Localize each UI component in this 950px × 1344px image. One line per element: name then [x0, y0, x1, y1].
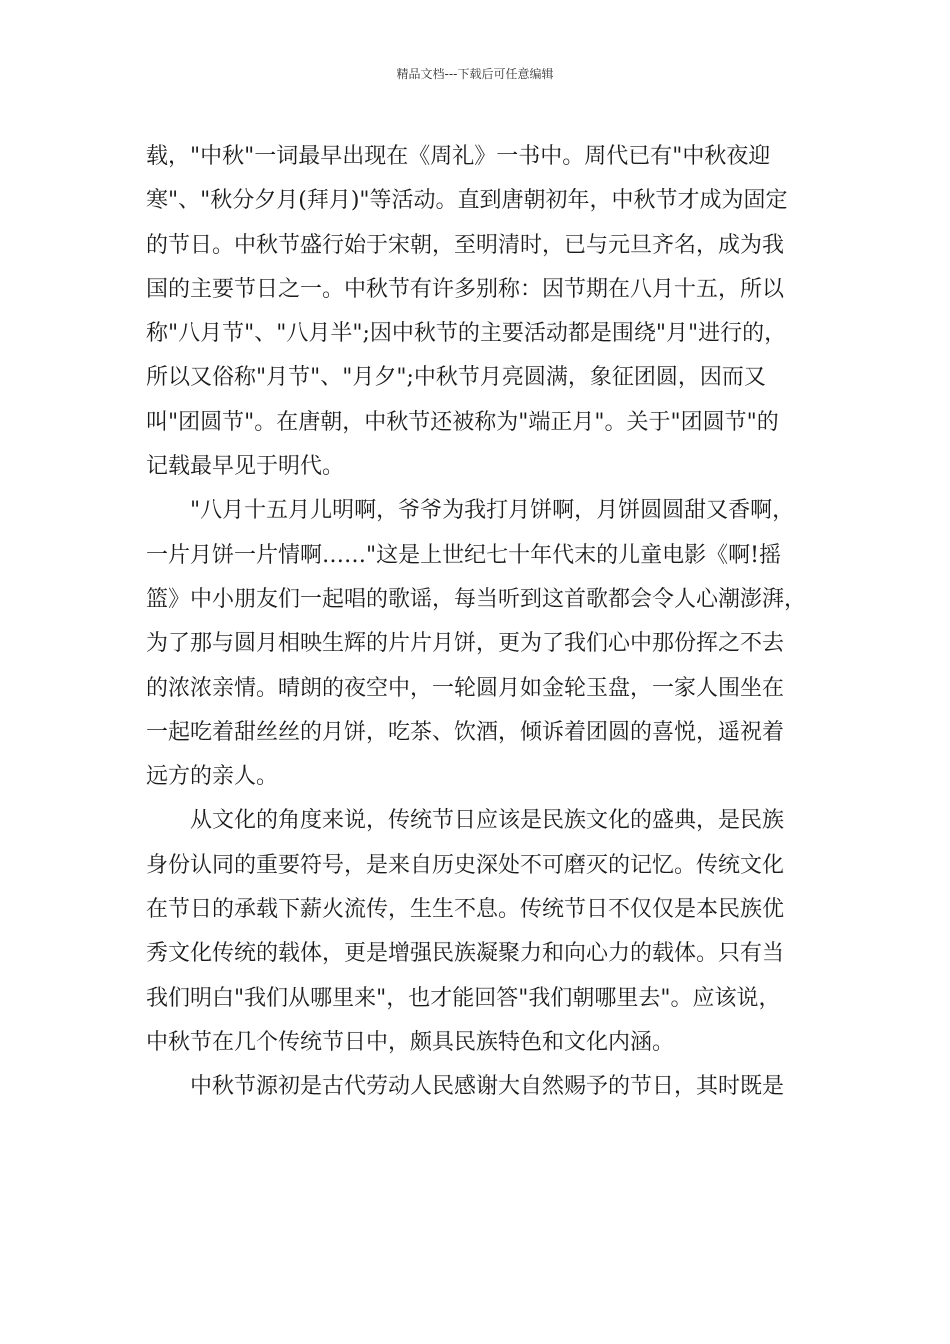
- text-line: 篮》中小朋友们一起唱的歌谣，每当听到这首歌都会令人心潮澎湃，: [146, 586, 807, 612]
- paragraph: [146, 135, 818, 489]
- text-line: 的浓浓亲情。晴朗的夜空中，一轮圆月如金轮玉盘，一家人围坐在: [146, 675, 785, 701]
- text-line: 中秋节在几个传统节日中，颇具民族特色和文化内涵。: [146, 1029, 675, 1055]
- text-line: "八月十五月儿明啊，爷爷为我打月饼啊，月饼圆圆甜又香啊，: [190, 498, 795, 524]
- text-line: 寒"、"秋分夕月(拜月)"等活动。直到唐朝初年，中秋节才成为固定: [146, 188, 788, 214]
- text-line: 远方的亲人。: [146, 764, 279, 790]
- text-line: 中秋节源初是古代劳动人民感谢大自然赐予的节日，其时既是: [190, 1074, 785, 1100]
- document-body: [146, 135, 818, 1110]
- text-line: 身份认同的重要符号，是来自历史深处不可磨灭的记忆。传统文化: [146, 852, 785, 878]
- text-line: 载，"中秋"一词最早出现在《周礼》一书中。周代已有"中秋夜迎: [146, 144, 771, 169]
- paragraph: [146, 799, 818, 1065]
- text-line: 称"八月节"、"八月半";因中秋节的主要活动都是围绕"月"进行的，: [146, 321, 787, 347]
- text-line: 一起吃着甜丝丝的月饼，吃茶、饮酒，倾诉着团圆的喜悦，遥祝着: [146, 719, 785, 745]
- text-line: 所以又俗称"月节"、"月夕";中秋节月亮圆满，象征团圆，因而又: [146, 365, 766, 391]
- paragraph: [146, 489, 818, 799]
- paragraph: [146, 1065, 818, 1109]
- text-line: 我们明白"我们从哪里来"，也才能回答"我们朝哪里去"。应该说，: [146, 985, 781, 1011]
- text-line: 在节日的承载下薪火流传，生生不息。传统节日不仅仅是本民族优: [146, 897, 785, 923]
- text-line: 国的主要节日之一。中秋节有许多别称：因节期在八月十五，所以: [146, 276, 785, 302]
- text-line: 秀文化传统的载体，更是增强民族凝聚力和向心力的载体。只有当: [146, 941, 785, 967]
- text-line: 为了那与圆月相映生辉的片片月饼，更为了我们心中那份挥之不去: [146, 631, 785, 657]
- text-line: 的节日。中秋节盛行始于宋朝，至明清时，已与元旦齐名，成为我: [146, 232, 785, 258]
- text-line: 一片月饼一片情啊……"这是上世纪七十年代末的儿童电影《啊!摇: [146, 542, 781, 568]
- text-line: 从文化的角度来说，传统节日应该是民族文化的盛典，是民族: [190, 808, 785, 834]
- text-line: 叫"团圆节"。在唐朝，中秋节还被称为"端正月"。关于"团圆节"的: [146, 409, 779, 435]
- text-line: 记载最早见于明代。: [146, 454, 345, 480]
- page-header: 精品文档---下载后可任意编辑: [396, 67, 554, 81]
